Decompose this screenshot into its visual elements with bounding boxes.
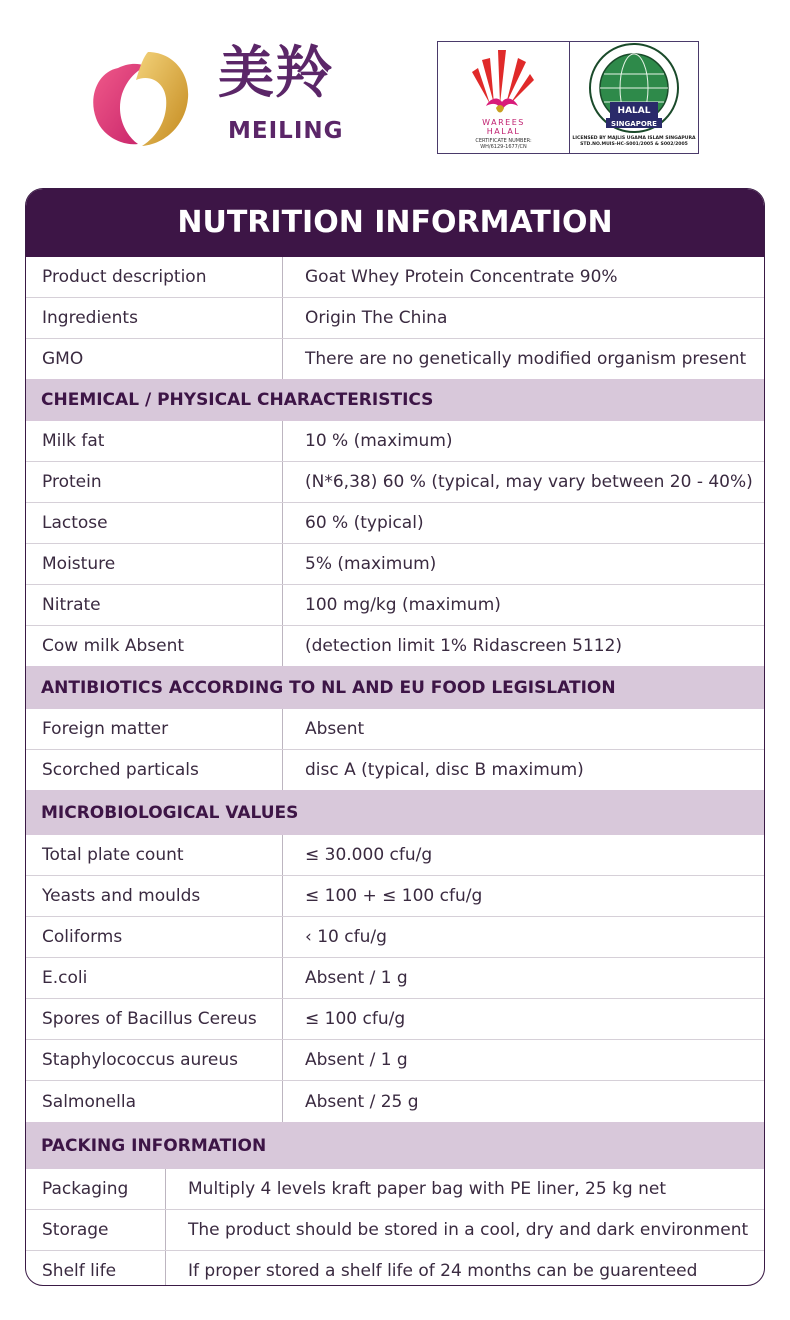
nutrition-card bbox=[25, 188, 765, 1286]
section-header-chemical: CHEMICAL / PHYSICAL CHARACTERISTICS bbox=[26, 379, 764, 421]
halal-badge-line2: SINGAPORE bbox=[611, 120, 657, 128]
row-label: Storage bbox=[26, 1210, 166, 1250]
section-header-antibiotics: ANTIBIOTICS ACCORDING TO NL AND EU FOOD LEGISLATION bbox=[26, 666, 764, 709]
row-label: Yeasts and moulds bbox=[26, 876, 283, 916]
row-label: Protein bbox=[26, 462, 283, 502]
halal-licence-text: LICENSED BY MAJLIS UGAMA ISLAM SINGAPURA bbox=[572, 136, 696, 141]
section-header-packing: PACKING INFORMATION bbox=[26, 1122, 764, 1169]
table-row bbox=[26, 1169, 764, 1210]
row-label: GMO bbox=[26, 339, 283, 379]
table-row bbox=[26, 626, 764, 666]
row-label: Lactose bbox=[26, 503, 283, 543]
row-value: Origin The China bbox=[305, 308, 448, 328]
table-row bbox=[26, 917, 764, 958]
row-value: Absent / 1 g bbox=[305, 1050, 408, 1070]
row-value: 5% (maximum) bbox=[305, 554, 437, 574]
table-row bbox=[26, 462, 764, 503]
row-label: Total plate count bbox=[26, 835, 283, 875]
section-header-microbiological: MICROBIOLOGICAL VALUES bbox=[26, 790, 764, 835]
row-label: Foreign matter bbox=[26, 709, 283, 749]
table-row bbox=[26, 1040, 764, 1081]
row-value: ≤ 30.000 cfu/g bbox=[305, 845, 433, 865]
row-value: Absent / 1 g bbox=[305, 968, 408, 988]
row-label: Staphylococcus aureus bbox=[26, 1040, 283, 1080]
certification-logos bbox=[437, 41, 699, 154]
table-row bbox=[26, 1251, 764, 1286]
row-value: 60 % (typical) bbox=[305, 513, 424, 533]
row-label: Ingredients bbox=[26, 298, 283, 338]
row-value: Multiply 4 levels kraft paper bag with PE liner, 25 kg net bbox=[188, 1179, 667, 1199]
table-row bbox=[26, 544, 764, 585]
row-label: Spores of Bacillus Cereus bbox=[26, 999, 283, 1039]
table-row bbox=[26, 999, 764, 1040]
warees-cert-number: WH/6129-1677/CN bbox=[480, 144, 527, 150]
row-label: Salmonella bbox=[26, 1081, 283, 1122]
row-value: ≤ 100 + ≤ 100 cfu/g bbox=[305, 886, 483, 906]
table-row bbox=[26, 876, 764, 917]
table-row bbox=[26, 421, 764, 462]
row-value: If proper stored a shelf life of 24 months can be guarenteed bbox=[188, 1261, 698, 1281]
row-label: Milk fat bbox=[26, 421, 283, 461]
nutrition-title: NUTRITION INFORMATION bbox=[26, 189, 764, 257]
row-value: Goat Whey Protein Concentrate 90% bbox=[305, 267, 618, 287]
row-value: 100 mg/kg (maximum) bbox=[305, 595, 501, 615]
row-value: Absent bbox=[305, 719, 365, 739]
warees-halal-logo bbox=[438, 42, 570, 153]
warees-title-line2: HALAL bbox=[486, 127, 521, 136]
row-value: There are no genetically modified organism present bbox=[305, 349, 747, 369]
row-label: Nitrate bbox=[26, 585, 283, 625]
brand-name-english: MEILING bbox=[228, 118, 344, 144]
table-row bbox=[26, 298, 764, 339]
row-label: Coliforms bbox=[26, 917, 283, 957]
table-row bbox=[26, 835, 764, 876]
table-row bbox=[26, 709, 764, 750]
halal-std-number: STD.NO.MUIS-HC-S001/2005 & S002/2005 bbox=[580, 141, 688, 147]
table-row bbox=[26, 1210, 764, 1251]
table-row bbox=[26, 503, 764, 544]
table-row bbox=[26, 1081, 764, 1122]
table-row bbox=[26, 339, 764, 379]
muis-halal-logo bbox=[570, 42, 698, 153]
row-value: 10 % (maximum) bbox=[305, 431, 453, 451]
row-value: ≤ 100 cfu/g bbox=[305, 1009, 406, 1029]
row-label: Shelf life bbox=[26, 1251, 166, 1286]
brand-name-chinese: 美羚 bbox=[218, 41, 334, 106]
row-value: (detection limit 1% Ridascreen 5112) bbox=[305, 636, 623, 656]
table-row bbox=[26, 585, 764, 626]
row-value: Absent / 25 g bbox=[305, 1091, 419, 1112]
warees-cert-label: CERTIFICATE NUMBER: bbox=[475, 138, 532, 144]
row-value: disc A (typical, disc B maximum) bbox=[305, 760, 584, 780]
warees-flower-icon bbox=[438, 42, 569, 118]
row-label: Scorched particals bbox=[26, 750, 283, 790]
row-label: Packaging bbox=[26, 1169, 166, 1209]
row-label: Product description bbox=[26, 257, 283, 297]
row-value: (N*6,38) 60 % (typical, may vary between 20 - 40%) bbox=[305, 472, 753, 492]
meiling-logo-icon bbox=[88, 48, 192, 148]
halal-badge-line1: HALAL bbox=[617, 106, 651, 116]
row-value: ‹ 10 cfu/g bbox=[305, 927, 387, 947]
halal-globe-icon bbox=[570, 42, 698, 136]
table-row bbox=[26, 750, 764, 790]
row-label: Moisture bbox=[26, 544, 283, 584]
row-value: The product should be stored in a cool, dry and dark environment bbox=[188, 1220, 749, 1240]
table-row bbox=[26, 257, 764, 298]
warees-title-line1: WAREES bbox=[482, 118, 525, 127]
row-label: Cow milk Absent bbox=[26, 626, 283, 666]
table-row bbox=[26, 958, 764, 999]
row-label: E.coli bbox=[26, 958, 283, 998]
